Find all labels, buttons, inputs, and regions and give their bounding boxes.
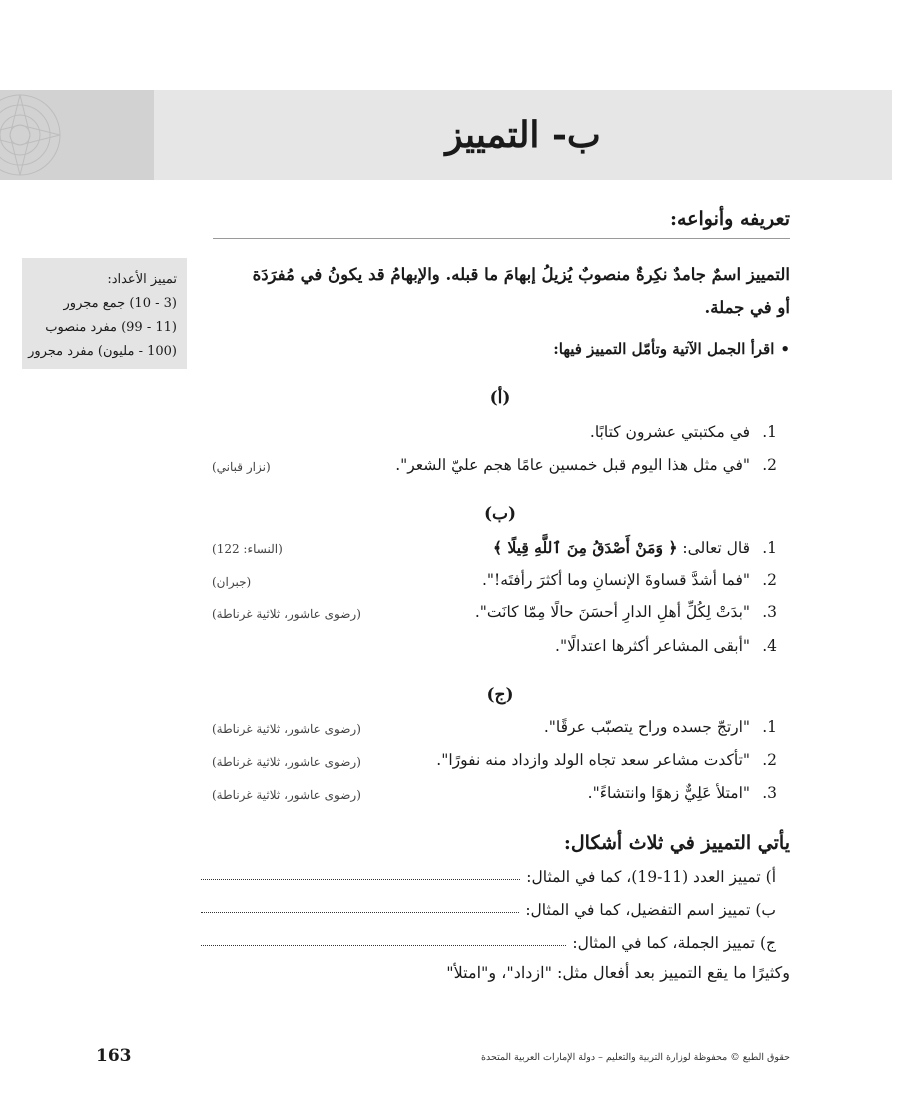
example-number: 1.: [762, 718, 777, 736]
example-text: قال تعالى:: [682, 539, 751, 557]
example-text: "أبقى المشاعر أكثرها اعتدالًا".: [555, 637, 751, 655]
instruction: [230, 340, 790, 358]
example-text: في مكتبتي عشرون كتابًا.: [589, 423, 751, 441]
example-source: (رضوى عاشور، ثلاثية غرناطة): [212, 788, 361, 802]
example-source: (جبران): [212, 575, 252, 589]
example-source: (النساء: 122): [212, 542, 283, 556]
answer-blank[interactable]: [201, 945, 566, 946]
example-number: 2.: [762, 456, 777, 474]
form-item: [201, 897, 776, 919]
instruction-text: اقرأ الجمل الآتية وتأمّل التمييز فيها:: [553, 340, 775, 358]
closing-note: وكثيرًا ما يقع التمييز بعد أفعال مثل: "ازداد"، و"امتلأ": [446, 963, 790, 982]
page-number: 163: [96, 1046, 132, 1066]
form-letter: ج): [759, 934, 776, 952]
example-number: 3.: [762, 784, 777, 802]
example-text: "بدَتْ لِكُلِّ أهلِ الدارِ أحسَنَ حالًا مِمّا كانَت".: [474, 603, 751, 621]
example-text: "تأكدت مشاعر سعد تجاه الولد وازداد منه نفورًا".: [436, 751, 751, 769]
example-number: 2.: [762, 571, 777, 589]
example-number: 1.: [762, 423, 777, 441]
section-heading-definition: تعريفه وأنواعه:: [669, 208, 790, 230]
example-source: (رضوى عاشور، ثلاثية غرناطة): [212, 607, 361, 621]
section-heading-forms: يأتي التمييز في ثلاث أشكال:: [563, 832, 790, 854]
form-text: تمييز اسم التفضيل، كما في المثال:: [525, 901, 751, 919]
side-note-line: (3 - 10) جمع مجرور: [63, 296, 177, 311]
example-source: (نزار قباني): [212, 460, 271, 474]
example-source: (رضوى عاشور، ثلاثية غرناطة): [212, 722, 361, 736]
form-item: [201, 864, 776, 886]
example-text: "في مثل هذا اليوم قبل خمسين عامًا هجم عليّ الشعر".: [395, 456, 751, 474]
side-note-line: (11 - 99) مفرد منصوب: [45, 320, 177, 335]
side-note-box: [22, 258, 187, 369]
answer-blank[interactable]: [201, 879, 520, 880]
form-text: تمييز العدد (11-19)، كما في المثال:: [526, 868, 761, 886]
group-label-c: (ج): [486, 685, 514, 705]
example-number: 1.: [762, 539, 777, 557]
ornament-pattern-icon: [0, 90, 154, 180]
example-text: "فما أشدَّ قساوةَ الإنسانِ وما أكثرَ رأفتَه!".: [481, 571, 751, 589]
form-item: [201, 930, 776, 952]
form-letter: ب): [755, 901, 776, 919]
copyright-notice: حقوق الطبع © محفوظة لوزارة التربية والتعليم – دولة الإمارات العربية المتحدة: [481, 1052, 790, 1063]
example-number: 4.: [762, 637, 777, 655]
group-label-b: (ب): [483, 504, 517, 524]
example-text: "امتلأ عَلِيٌّ زهوًا وانتشاءً".: [587, 784, 751, 802]
page-title: ب- التمييز: [445, 114, 601, 156]
example-source: (رضوى عاشور، ثلاثية غرناطة): [212, 755, 361, 769]
form-text: تمييز الجملة، كما في المثال:: [572, 934, 755, 952]
definition-paragraph: التمييز اسمٌ جامدٌ نكِرةٌ منصوبٌ يُزيلُ إبهامَ ما قبله. والإبهامُ قد يكونُ في مُفرَدَة أو في جملة.: [252, 265, 790, 317]
example-number: 3.: [762, 603, 777, 621]
example-number: 2.: [762, 751, 777, 769]
form-letter: أ): [765, 868, 776, 886]
example-line: [257, 423, 777, 441]
group-label-a: (أ): [489, 388, 511, 408]
section-divider: [213, 238, 790, 239]
example-text: "ارتجّ جسده وراح يتصبّب عرقًا".: [543, 718, 751, 736]
side-note-line: (100 - مليون) مفرد مجرور: [28, 344, 177, 359]
quran-verse: ﴿ وَمَنْ أَصْدَقُ مِنَ ٱللَّهِ قِيلًا ﴾: [492, 538, 678, 557]
side-note-title: تمييز الأعداد:: [107, 272, 177, 287]
answer-blank[interactable]: [201, 912, 519, 913]
example-line: [257, 637, 777, 655]
bullet-icon: •: [780, 340, 790, 358]
